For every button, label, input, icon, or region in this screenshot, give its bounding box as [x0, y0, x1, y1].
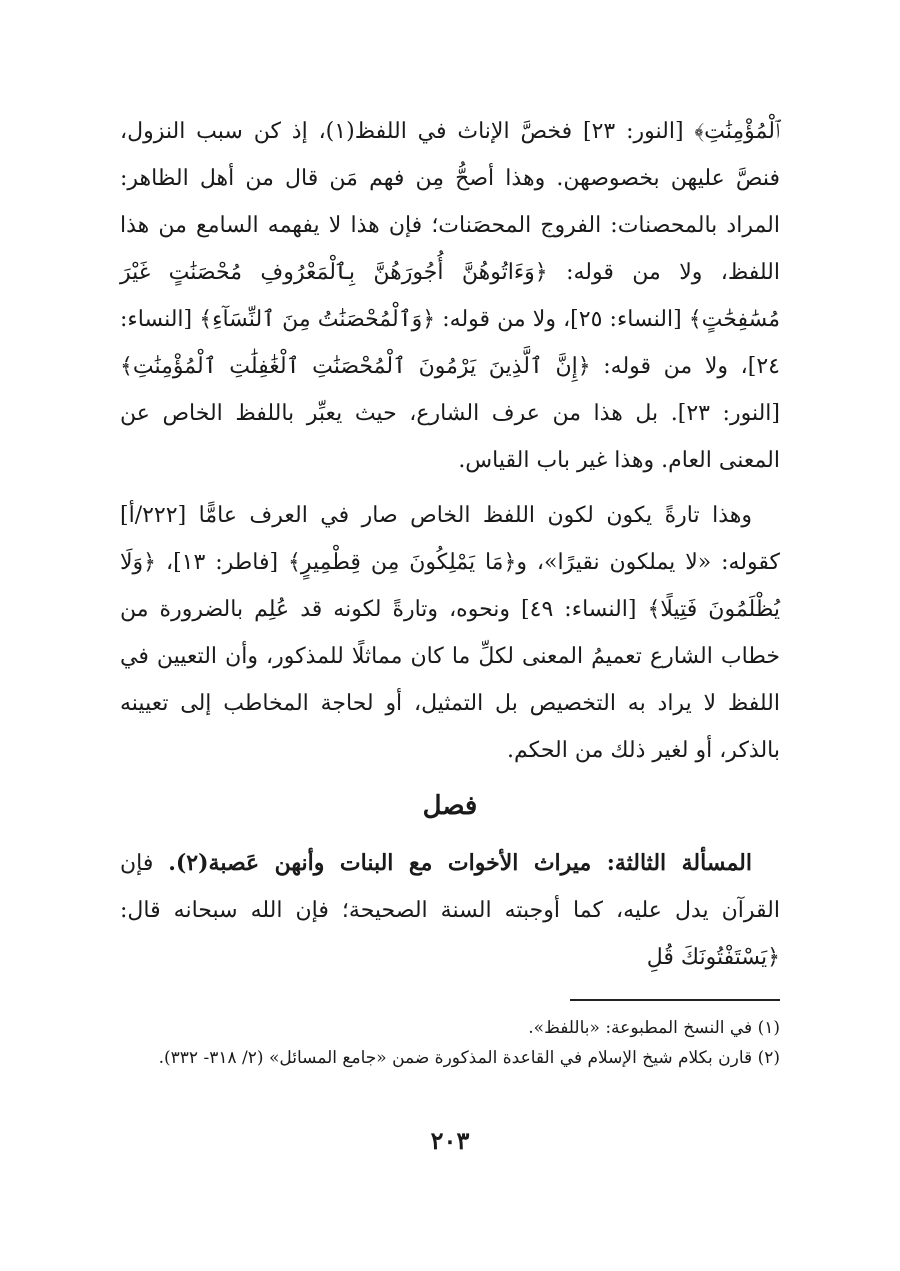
footnotes: [120, 1013, 780, 1073]
paragraph: [120, 840, 780, 981]
section-heading: فصل: [422, 791, 478, 821]
paragraph: ﭐﻟْﻤُﺆْﻣِﻨَٰﺖِ﴾ [النور: ٢٣] فخصَّ الإناث في اللفظ(١)، إذ كن سبب النزول، فنصَّ عليهن بخصوصهن. وهذا أصحُّ مِن فهم مَن قال من أهل الظاهر: المراد بالمحصنات: الفروج المحصَنات؛ فإن هذا لا يفهمه السامع من هذا اللفظ، ولا من قوله: ﴿وَءَاتُوهُنَّ أُجُورَهُنَّ بِٱلْمَعْرُوفِ مُحْصَنَٰتٍ غَيْرَ مُسَٰفِحَٰتٍ﴾ [النساء: ٢٥]، ولا من قوله: ﴿وَٱلْمُحْصَنَٰتُ مِنَ ٱلنِّسَآءِ﴾ [النساء: ٢٤]، ولا من قوله: ﴿إِنَّ ٱلَّذِينَ يَرْمُونَ ٱلْمُحْصَنَٰتِ ٱلْغَٰفِلَٰتِ ٱلْمُؤْمِنَٰتِ﴾ [النور: ٢٣]. بل هذا من عرف الشارع، حيث يعبِّر باللفظ الخاص عن المعنى العام. وهذا غير باب القياس.: [120, 119, 781, 473]
footnote: (١) في النسخ المطبوعة: «باللفظ».: [528, 1018, 780, 1038]
issue-title: المسألة الثالثة: ميراث الأخوات مع البنات وأنهن عَصبة(٢).: [168, 850, 752, 876]
page-number: ٢٠٣: [430, 1126, 470, 1155]
footnote: (٢) قارن بكلام شيخ الإسلام في القاعدة المذكورة ضمن «جامع المسائل» (٢/ ٣١٨- ٣٣٢).: [158, 1048, 780, 1068]
footnote-divider: [570, 999, 780, 1001]
page-body: [120, 108, 780, 1073]
paragraph-text: فإن القرآن يدل عليه، كما أوجبته السنة الصحيحة؛ فإن الله سبحانه قال: ﴿يَسْتَفْتُونَكَ قُلِ: [120, 851, 780, 970]
paragraph: وهذا تارةً يكون لكون اللفظ الخاص صار في العرف عامًّا [٢٢٢/أ] كقوله: «لا يملكون نقيرًا»، و﴿مَا يَمْلِكُونَ مِن قِطْمِيرٍ﴾ [فاطر: ١٣]، ﴿وَلَا يُظْلَمُونَ فَتِيلًا﴾ [النساء: ٤٩] ونحوه، وتارةً لكونه قد عُلِم بالضرورة من خطاب الشارع تعميمُ المعنى لكلِّ ما كان مماثلًا للمذكور، وأن التعيين في اللفظ لا يراد به التخصيص بل التمثيل، أو لحاجة المخاطب إلى تعيينه بالذكر، أو لغير ذلك من الحكم.: [120, 503, 780, 763]
